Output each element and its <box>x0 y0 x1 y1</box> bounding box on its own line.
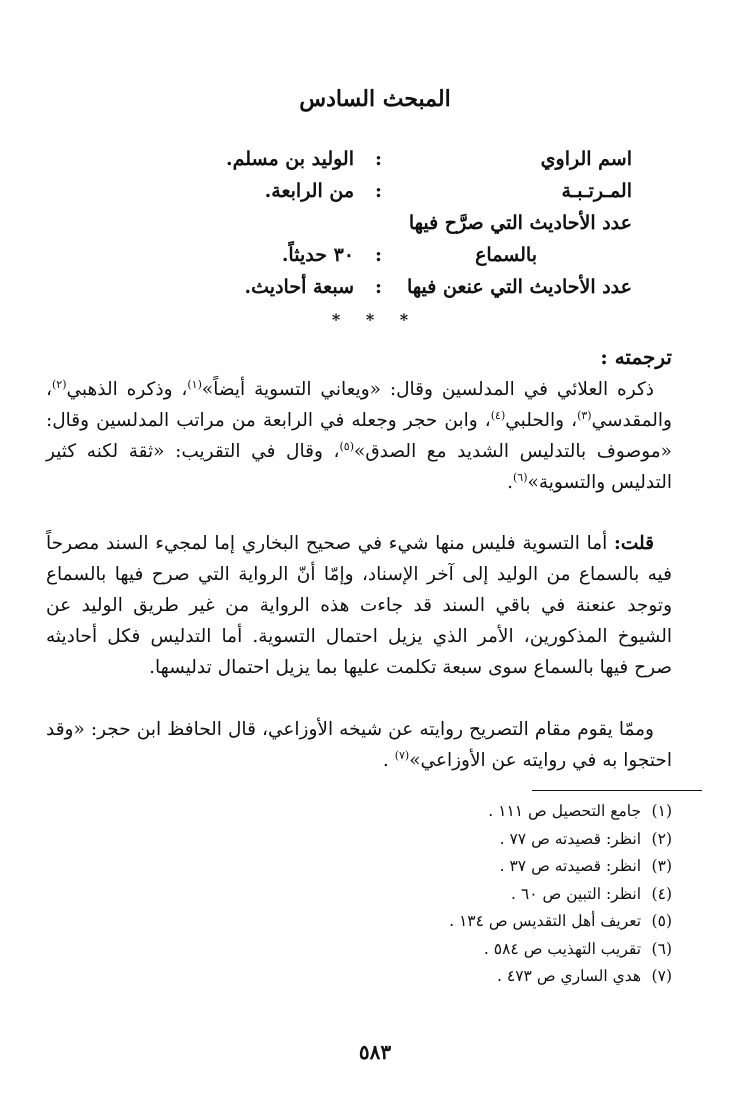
footnote-item <box>272 798 672 826</box>
footnote-ref[interactable]: (٢) <box>51 377 67 391</box>
info-label: بالسماع <box>475 244 537 266</box>
footnote-text: هدي الساري ص ٤٧٣ . <box>497 967 642 985</box>
text-segment: ، وذكره الذهبي <box>66 379 188 400</box>
page-number: ٥٨٣ <box>358 1040 392 1064</box>
footnote-item <box>272 881 672 909</box>
text-segment: . <box>507 472 513 493</box>
info-label: عدد الأحاديث التي صرَّح فيها <box>408 212 632 234</box>
text-segment: . <box>382 750 395 771</box>
biography-heading: ترجمته : <box>600 345 672 369</box>
info-label: اسم الراوي <box>540 148 632 170</box>
footnote-text: انظر: قصيدته ص ٧٧ . <box>499 829 642 848</box>
footnote-number: (٧) <box>651 967 672 985</box>
paragraph-text <box>46 714 672 776</box>
footnotes-list <box>272 798 672 991</box>
footnote-number: (٥) <box>651 912 672 930</box>
text-segment: ذكره العلائي في المدلسين وقال: «ويعاني التسوية أيضاً» <box>201 379 654 400</box>
info-colon: : <box>374 276 382 298</box>
paragraph-text <box>46 374 672 498</box>
footnote-item <box>272 853 672 881</box>
section-separator: * * * <box>331 310 419 329</box>
footnote-number: (٤) <box>651 884 672 903</box>
paragraph-commentary <box>46 528 672 683</box>
footnote-divider <box>532 790 702 791</box>
footnote-text: انظر: قصيدته ص ٣٧ . <box>499 857 642 875</box>
footnote-text: تقريب التهذيب ص ٥٨٤ . <box>483 939 642 958</box>
footnote-number: (١) <box>651 802 672 820</box>
footnote-ref[interactable]: (١) <box>187 377 202 391</box>
text-segment: ، وابن حجر وجعله في الرابعة من مراتب المدلسين وقال: «موصوف بالتدليس الشديد مع الصدق» <box>46 410 672 462</box>
text-segment: ، والحلبي <box>505 410 578 431</box>
footnote-number: (٢) <box>651 829 672 848</box>
info-label: المـرتـبـة <box>561 180 632 202</box>
footnote-ref[interactable]: (٥) <box>339 439 354 453</box>
footnote-text: جامع التحصيل ص ١١١ . <box>488 802 642 820</box>
footnote-item <box>272 908 672 936</box>
footnote-ref[interactable]: (٦) <box>512 470 528 484</box>
footnote-ref[interactable]: (٣) <box>577 408 592 422</box>
info-colon: : <box>374 148 382 170</box>
footnote-ref[interactable]: (٧) <box>394 748 410 762</box>
text-segment: ، والمقدسي <box>46 379 672 431</box>
paragraph-lead: قلت: <box>614 533 654 554</box>
info-colon: : <box>374 180 382 202</box>
footnote-number: (٦) <box>651 939 672 958</box>
footnote-item <box>272 826 672 854</box>
info-value: من الرابعة. <box>264 180 354 202</box>
info-colon: : <box>374 244 382 266</box>
footnote-text: تعريف أهل التقديس ص ١٣٤ . <box>449 912 642 930</box>
footnote-text: انظر: التبين ص ٦٠ . <box>511 884 642 903</box>
info-label: عدد الأحاديث التي عنعن فيها <box>407 276 632 298</box>
footnote-number: (٣) <box>651 857 672 875</box>
paragraph-text <box>46 528 672 683</box>
info-value: ٣٠ حديثاً. <box>281 244 354 266</box>
paragraph-biography <box>46 374 672 498</box>
info-value: الوليد بن مسلم. <box>225 148 354 170</box>
footnote-ref[interactable]: (٤) <box>490 408 506 422</box>
text-segment: أما التسوية فليس منها شيء في صحيح البخاري إما لمجيء السند مصرحاً فيه بالسماع من الوليد إلى آخر الإسناد، وإمّا أنّ الرواية التي صرح فيها بالسماع وتوجد عنعنة في باقي السند قد جاءت هذه الرواية من غير طريق الوليد عن الشيوخ المذكورين، الأمر الذي يزيل احتمال التسوية. أما التدليس فكل أحاديثه صرح فيها بالسماع سوى سبعة تكلمت عليها بما يزيل احتمال تدليسها. <box>46 533 672 678</box>
chapter-title: المبحث السادس <box>299 86 451 112</box>
info-value: سبعة أحاديث. <box>244 276 354 298</box>
footnote-item <box>272 963 672 991</box>
text-segment: وممّا يقوم مقام التصريح روايته عن شيخه الأوزاعي، قال الحافظ ابن حجر: «وقد احتجوا به في روايته عن الأوزاعي» <box>46 719 672 771</box>
footnote-item <box>272 936 672 964</box>
paragraph-awzai <box>46 714 672 776</box>
text-segment: ، وقال في التقريب: «ثقة لكنه كثير التدليس والتسوية» <box>46 441 672 493</box>
